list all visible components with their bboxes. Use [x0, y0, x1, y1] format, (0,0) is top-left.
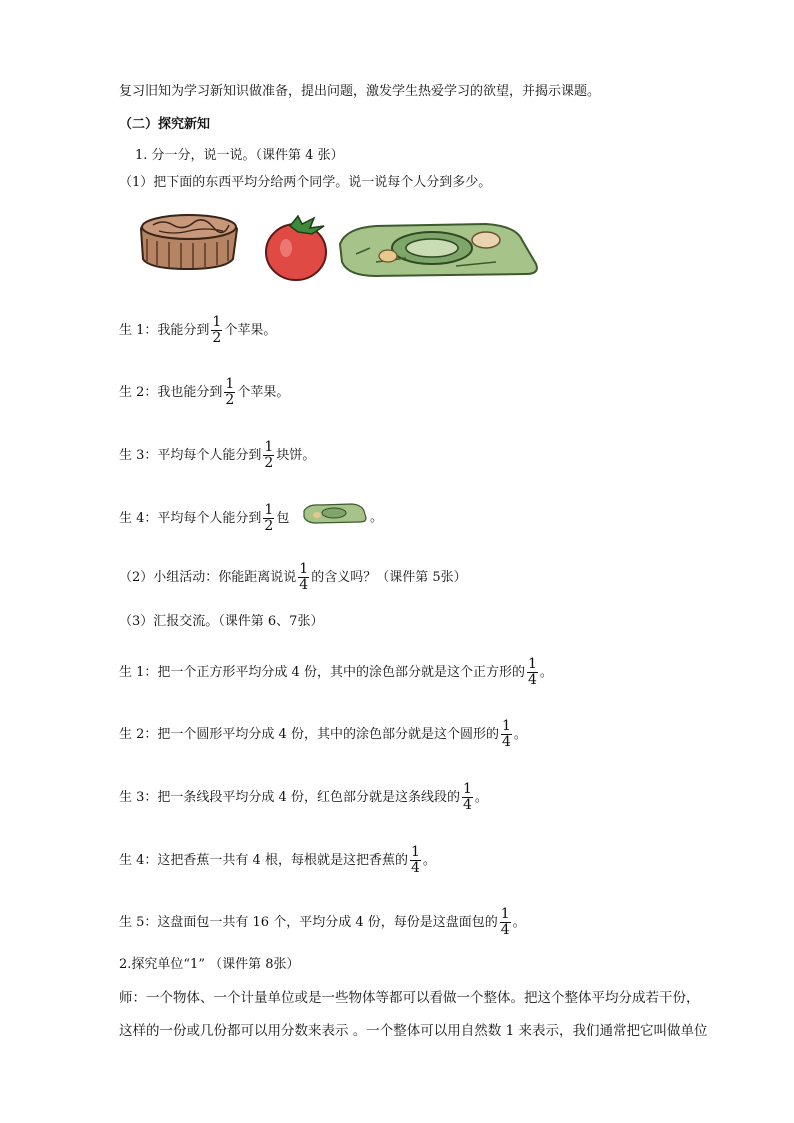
group-activity-line	[119, 562, 467, 593]
item-1-heading: 1. 分一分，说一说。（课件第 4 张）	[135, 148, 344, 163]
fraction-numerator: 1	[500, 906, 510, 922]
student-3-line	[119, 440, 315, 471]
teacher-text-2: 这样的一份或几份都可以用分数来表示 。一个整体可以用自然数 1 来表示，我们通常把它叫做单位	[119, 1023, 708, 1039]
report-3-line	[119, 782, 488, 813]
student-4-line	[119, 503, 289, 534]
teacher-text-1: 师：一个物体、一个计量单位或是一些物体等都可以看做一个整体。把这个整体平均分成若干份，	[119, 990, 700, 1006]
fraction-denominator: 4	[462, 797, 472, 813]
fraction-numerator: 1	[410, 844, 420, 860]
fraction-numerator: 1	[462, 781, 472, 797]
report-2-line	[119, 719, 527, 750]
fraction-one-half	[263, 440, 274, 471]
fraction-one-quarter	[298, 562, 309, 593]
report-1-text-end: 。	[539, 665, 553, 680]
report-2-text: 生 2：把一个圆形平均分成 4 份，其中的涂色部分就是这个圆形的	[119, 727, 499, 742]
report-5-line	[119, 907, 526, 938]
group-activity-text: （2）小组活动：你能距离说说	[119, 570, 297, 585]
report-4-text: 生 4：这把香蕉一共有 4 根，每根就是这把香蕉的	[119, 853, 408, 868]
fraction-denominator: 4	[527, 672, 537, 688]
student-4-period: 。	[370, 510, 384, 525]
fraction-one-quarter	[501, 719, 512, 750]
fraction-one-half	[224, 377, 235, 408]
student-3-text-end: 块饼。	[276, 448, 316, 463]
fraction-numerator: 1	[225, 376, 235, 392]
fraction-denominator: 4	[500, 922, 510, 938]
fraction-numerator: 1	[527, 656, 537, 672]
report-3-text-end: 。	[474, 790, 488, 805]
fraction-numerator: 1	[501, 718, 511, 734]
fraction-numerator: 1	[264, 439, 274, 455]
apple-image	[262, 210, 334, 282]
report-1-line	[119, 657, 553, 688]
report-4-text-end: 。	[422, 853, 436, 868]
report-heading: （3）汇报交流。（课件第 6、7张）	[119, 614, 324, 629]
fraction-numerator: 1	[264, 502, 274, 518]
fraction-denominator: 2	[212, 330, 222, 346]
student-3-text: 生 3：平均每个人能分到	[119, 448, 262, 463]
fraction-denominator: 4	[410, 860, 420, 876]
fraction-denominator: 2	[264, 518, 274, 534]
student-4-text-end: 包	[276, 511, 290, 526]
fraction-one-quarter	[462, 782, 473, 813]
report-4-line	[119, 845, 436, 876]
fraction-numerator: 1	[299, 561, 309, 577]
fraction-one-half	[211, 315, 222, 346]
fraction-denominator: 4	[299, 577, 309, 593]
student-1-line	[119, 315, 276, 346]
report-1-text: 生 1：把一个正方形平均分成 4 份，其中的涂色部分就是这个正方形的	[119, 665, 525, 680]
student-2-text-end: 个苹果。	[237, 385, 290, 400]
report-5-text: 生 5：这盘面包一共有 16 个，平均分成 4 份，每份是这盘面包的	[119, 915, 498, 930]
report-3-text: 生 3：把一条线段平均分成 4 份，红色部分就是这条线段的	[119, 790, 460, 805]
fraction-denominator: 2	[264, 455, 274, 471]
section-heading: （二）探究新知	[119, 117, 211, 132]
student-4-text: 生 4：平均每个人能分到	[119, 511, 262, 526]
bread-pack-small-image	[302, 502, 368, 524]
student-1-text-end: 个苹果。	[224, 323, 277, 338]
report-2-text-end: 。	[513, 727, 527, 742]
fraction-denominator: 2	[225, 392, 235, 408]
fraction-one-quarter	[410, 845, 421, 876]
group-activity-text-end: 的含义吗？（课件第 5张）	[311, 570, 467, 585]
fraction-one-quarter	[527, 657, 538, 688]
student-2-line	[119, 377, 289, 408]
bread-pack-image	[336, 218, 544, 280]
student-1-text: 生 1：我能分到	[119, 323, 210, 338]
fraction-denominator: 4	[501, 734, 511, 750]
student-2-text: 生 2：我也能分到	[119, 385, 223, 400]
item-1-sub: （1）把下面的东西平均分给两个同学。说一说每个人分到多少。	[119, 175, 492, 190]
fraction-one-half	[263, 503, 274, 534]
fraction-one-quarter	[500, 907, 511, 938]
mooncake-image	[133, 207, 243, 273]
report-5-text-end: 。	[512, 915, 526, 930]
intro-text: 复习旧知为学习新知识做准备，提出问题，激发学生热爱学习的欲望，并揭示课题。	[119, 84, 601, 99]
item-2-heading: 2.探究单位“1” （课件第 8张）	[119, 957, 300, 972]
fraction-numerator: 1	[212, 314, 222, 330]
